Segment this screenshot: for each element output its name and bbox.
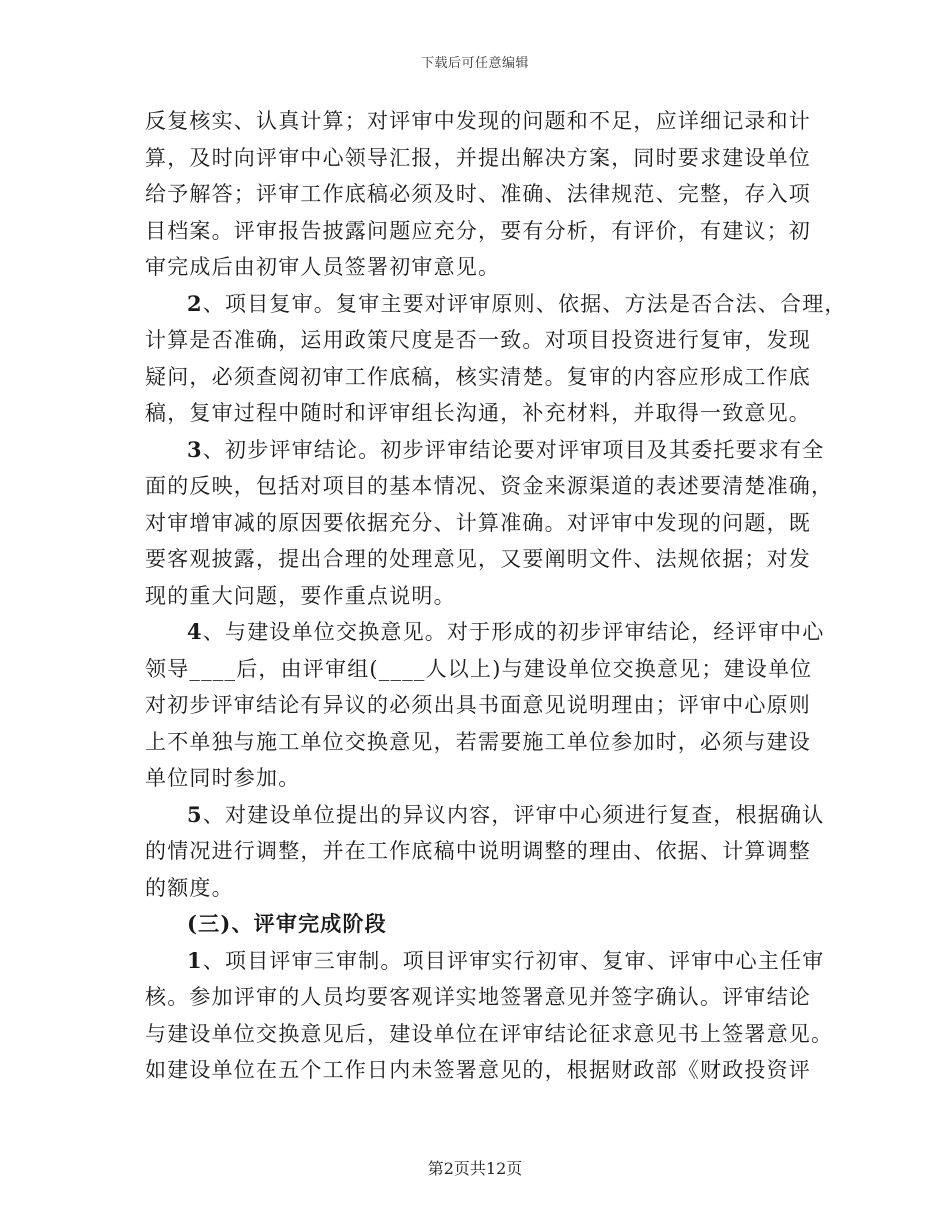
- section-heading-paragraph: [145, 906, 815, 943]
- text-line: 领导____后，由评审组(____人以上)与建设单位交换意见；建设单位: [145, 656, 813, 681]
- text-line: 目档案。评审报告披露问题应充分，要有分析，有评价，有建议；初: [145, 218, 811, 243]
- text-line: 现的重大问题，要作重点说明。: [145, 583, 456, 608]
- text-line: 如建设单位在五个工作日内未签署意见的，根据财政部《财政投资评: [145, 1058, 811, 1082]
- paragraph-exchange-opinions: [145, 614, 825, 797]
- text-line-first: [145, 614, 825, 651]
- item-text: 、对建设单位提出的异议内容，评审中心须进行复查，根据确认: [202, 802, 825, 827]
- text-line: 核。参加评审的人员均要客观详实地签署意见并签字确认。评审结论: [145, 985, 811, 1009]
- item-text: 、项目评审三审制。项目评审实行初审、复审、评审中心主任审: [202, 948, 825, 973]
- section-heading: (三)、评审完成阶段: [187, 911, 387, 936]
- item-text: 、项目复审。复审主要对评审原则、依据、方法是否合法、合理，: [202, 291, 847, 316]
- text-line-first: [145, 286, 847, 323]
- item-number: 1: [187, 947, 203, 973]
- text-line-first: [145, 797, 825, 834]
- text-line: 的额度。: [145, 875, 234, 900]
- paragraph-objection-review: [145, 797, 825, 907]
- text-line: 对初步评审结论有异议的必须出具书面意见说明理由；评审中心原则: [145, 693, 811, 717]
- item-number: 3: [187, 436, 203, 462]
- text-line: 对审增审减的原因要依据充分、计算准确。对评审中发现的问题，既: [145, 510, 811, 535]
- paragraph-preliminary-conclusion: [145, 432, 834, 615]
- text-line-first: [145, 432, 825, 469]
- text-line: 上不单独与施工单位交换意见，若需要施工单位参加时，必须与建设: [145, 729, 811, 754]
- text-line: 审完成后由初审人员签署初审意见。: [145, 255, 501, 279]
- text-line: 给予解答；评审工作底稿必须及时、准确、法律规范、完整，存入项: [145, 182, 811, 206]
- text-line-first: [145, 943, 825, 980]
- item-number: 2: [187, 290, 203, 316]
- item-number: 5: [187, 801, 203, 827]
- text-line: 面的反映，包括对项目的基本情况、资金来源渠道的表述要清楚准确，: [145, 474, 834, 498]
- text-line: 疑问，必须查阅初审工作底稿，核实清楚。复审的内容应形成工作底: [145, 364, 811, 389]
- text-line: 单位同时参加。: [145, 766, 301, 790]
- item-text: 、初步评审结论。初步评审结论要对评审项目及其委托要求有全: [202, 437, 825, 462]
- item-text: 、与建设单位交换意见。对于形成的初步评审结论，经评审中心: [202, 620, 825, 644]
- page-header: 下载后可任意编辑: [420, 56, 529, 71]
- document-body: [145, 103, 847, 1089]
- text-line: 反复核实、认真计算；对评审中发现的问题和不足，应详细记录和计: [145, 109, 811, 133]
- text-line: 与建设单位交换意见后，建设单位在评审结论征求意见书上签署意见。: [145, 1021, 834, 1046]
- text-line: 稿，复审过程中随时和评审组长沟通，补充材料，并取得一致意见。: [145, 401, 811, 425]
- text-line: 计算是否准确，运用政策尺度是否一致。对项目投资进行复审，发现: [145, 328, 811, 352]
- text-line: 的情况进行调整，并在工作底稿中说明调整的理由、依据、计算调整: [145, 839, 811, 863]
- item-number: 4: [187, 619, 203, 644]
- text-line: 要客观披露，提出合理的处理意见，又要阐明文件、法规依据；对发: [145, 547, 811, 571]
- page-number: 第2页共12页: [427, 1159, 523, 1178]
- paragraph-three-review-system: [145, 943, 834, 1089]
- paragraph-project-review: [145, 286, 847, 432]
- paragraph-continued: [145, 103, 815, 286]
- text-line: 算，及时向评审中心领导汇报，并提出解决方案，同时要求建设单位: [145, 145, 811, 170]
